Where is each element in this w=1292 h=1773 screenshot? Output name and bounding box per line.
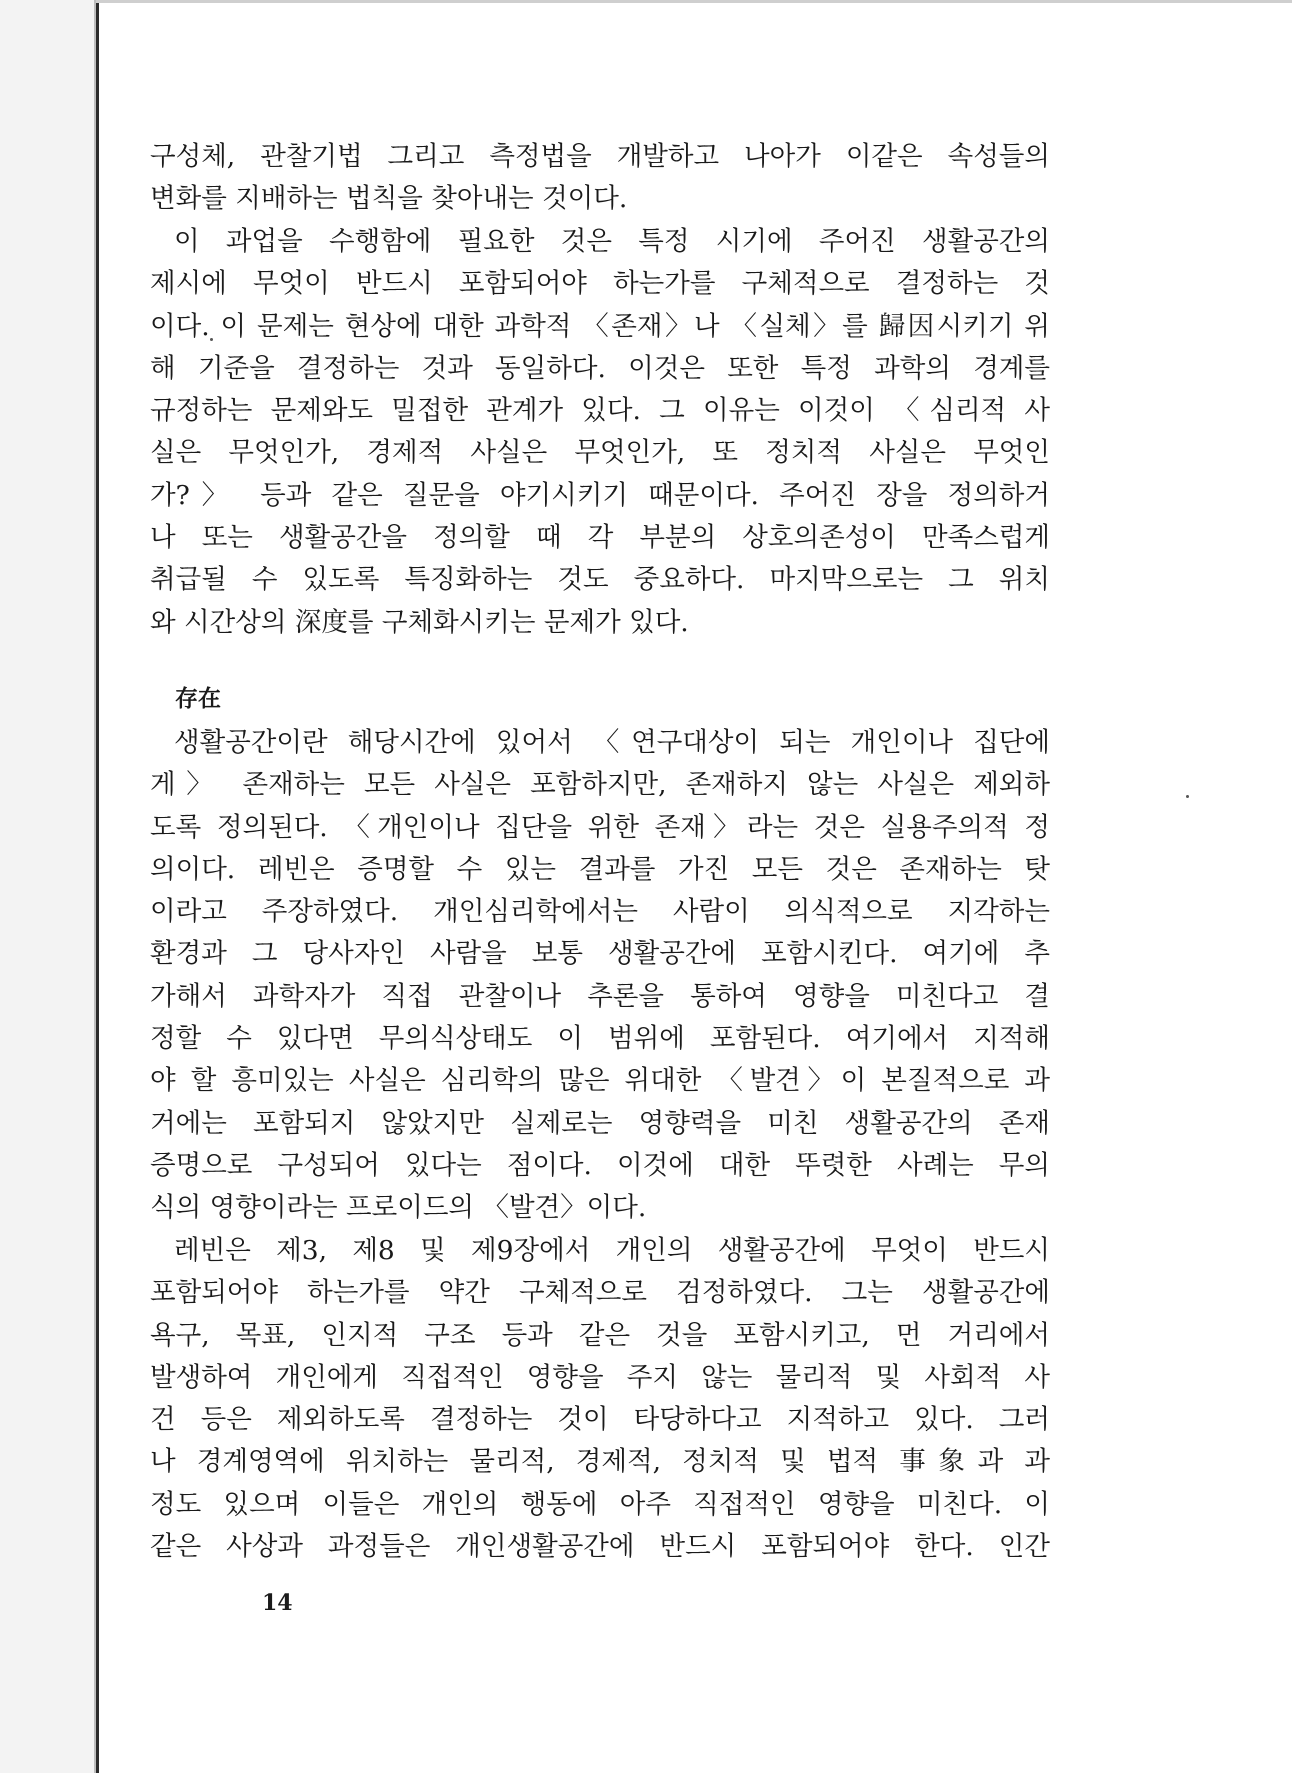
- text-line: 의이다. 레빈은 증명할 수 있는 결과를 가진 모든 것은 존재하는 탓: [150, 853, 1050, 885]
- text-line: 레빈은 제3, 제8 및 제9장에서 개인의 생활공간에 무엇이 반드시: [174, 1235, 1050, 1266]
- text-line: 생활공간이란 해당시간에 있어서 〈연구대상이 되는 개인이나 집단에: [174, 727, 1050, 758]
- text-line: 해 기준을 결정하는 것과 동일하다. 이것은 또한 특정 과학의 경계를: [150, 352, 1050, 384]
- text-line: 환경과 그 당사자인 사람을 보통 생활공간에 포함시킨다. 여기에 추: [150, 938, 1050, 970]
- text-line: 이라고 주장하였다. 개인심리학에서는 사람이 의식적으로 지각하는: [150, 896, 1050, 928]
- text-line: 가해서 과학자가 직접 관찰이나 추론을 통하여 영향을 미친다고 결: [150, 980, 1050, 1012]
- paragraph-2: [150, 221, 1050, 644]
- text-line: 변화를 지배하는 법칙을 찾아내는 것이다.: [150, 183, 628, 215]
- text-line: 실은 무엇인가, 경제적 사실은 무엇인가, 또 정치적 사실은 무엇인: [150, 437, 1050, 469]
- text-line: 나 또는 생활공간을 정의할 때 각 부분의 상호의존성이 만족스럽게: [150, 522, 1050, 554]
- text-line: 취급될 수 있도록 특징화하는 것도 중요하다. 마지막으로는 그 위치: [150, 564, 1050, 596]
- text-line: 나 경계영역에 위치하는 물리적, 경제적, 정치적 및 법적 事象과 과: [150, 1446, 1050, 1478]
- section-heading: 存在: [175, 685, 221, 712]
- text-line: 규정하는 문제와도 밀접한 관계가 있다. 그 이유는 이것이 〈심리적 사: [150, 395, 1050, 427]
- text-line: 같은 사상과 과정들은 개인생활공간에 반드시 포함되어야 한다. 인간: [150, 1531, 1050, 1563]
- text-line: 도록 정의된다. 〈개인이나 집단을 위한 존재〉라는 것은 실용주의적 정: [150, 811, 1050, 843]
- text-line: 가?〉 등과 같은 질문을 야기시키기 때문이다. 주어진 장을 정의하거: [150, 479, 1050, 511]
- text-line: 포함되어야 하는가를 약간 구체적으로 검정하였다. 그는 생활공간에: [150, 1277, 1050, 1309]
- text-line: 식의 영향이라는 프로이드의 〈발견〉이다.: [150, 1192, 647, 1224]
- scan-speck: [1186, 795, 1189, 798]
- text-line: 증명으로 구성되어 있다는 점이다. 이것에 대한 뚜렷한 사례는 무의: [150, 1149, 1050, 1181]
- text-line: 구성체, 관찰기법 그리고 측정법을 개발하고 나아가 이같은 속성들의: [150, 141, 1050, 172]
- text-line: 와 시간상의 深度를 구체화시키는 문제가 있다.: [150, 606, 689, 638]
- text-line: 이다. 이 문제는 현상에 대한 과학적 〈존재〉나 〈실체〉를 歸因시키기 위: [150, 310, 1050, 342]
- text-line: 건 등은 제외하도록 결정하는 것이 타당하다고 지적하고 있다. 그러: [150, 1404, 1050, 1436]
- text-line: 제시에 무엇이 반드시 포함되어야 하는가를 구체적으로 결정하는 것: [150, 268, 1050, 300]
- page-edge: [96, 0, 1292, 3]
- page-number: 14: [262, 1590, 293, 1616]
- text-line: 발생하여 개인에게 직접적인 영향을 주지 않는 물리적 및 사회적 사: [150, 1361, 1050, 1393]
- text-line: 야 할 흥미있는 사실은 심리학의 많은 위대한 〈발견〉이 본질적으로 과: [150, 1065, 1050, 1097]
- paragraph-1: [150, 136, 1050, 221]
- text-line: 이 과업을 수행함에 필요한 것은 특정 시기에 주어진 생활공간의: [174, 226, 1050, 257]
- text-line: 정할 수 있다면 무의식상태도 이 범위에 포함된다. 여기에서 지적해: [150, 1023, 1050, 1055]
- paragraph-3: [150, 722, 1050, 1230]
- text-line: 욕구, 목표, 인지적 구조 등과 같은 것을 포함시키고, 먼 거리에서: [150, 1319, 1050, 1351]
- paragraph-4: [150, 1230, 1050, 1568]
- text-line: 거에는 포함되지 않았지만 실제로는 영향력을 미친 생활공간의 존재: [150, 1107, 1050, 1139]
- text-line: 정도 있으며 이들은 개인의 행동에 아주 직접적인 영향을 미친다. 이: [150, 1488, 1050, 1520]
- text-line: 게〉 존재하는 모든 사실은 포함하지만, 존재하지 않는 사실은 제외하: [150, 769, 1050, 801]
